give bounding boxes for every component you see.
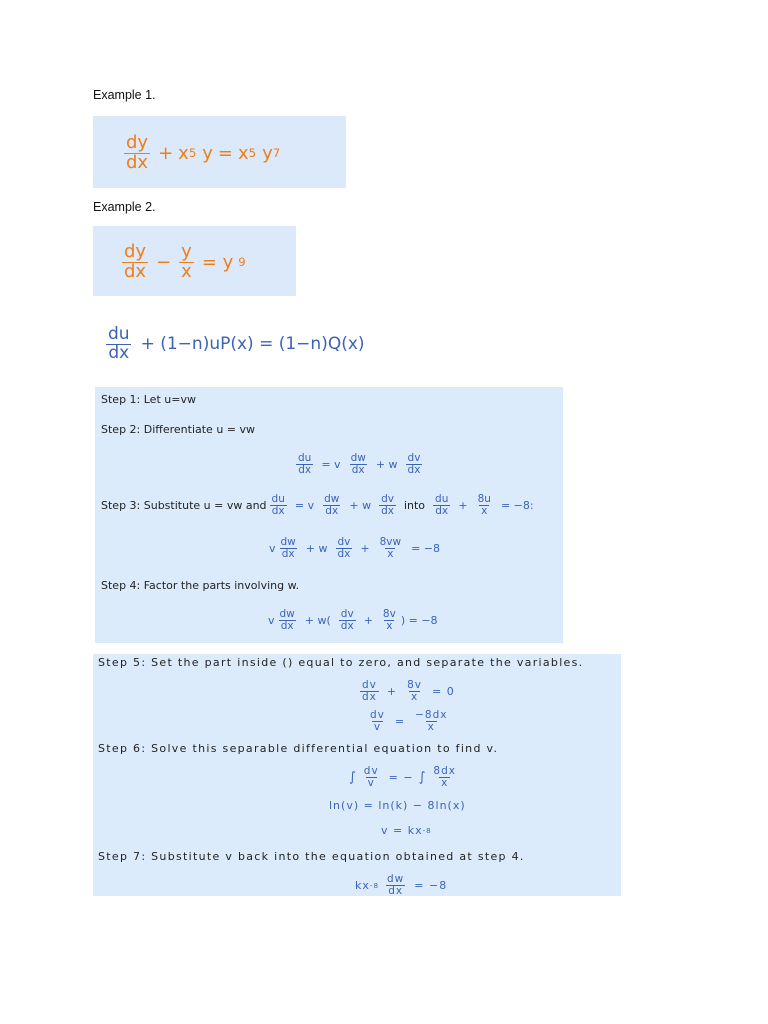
step-7: Step 7: Substitute v back into the equation obtained at step 4.: [98, 850, 525, 863]
step-5-equation-2: $\frac{dv}{v}$ = $\frac{-8dx}{x}$: [370, 709, 448, 734]
example-2-equation: $\frac{dy}{dx}$ − $\frac{y}{x}$ = y 9: [124, 241, 246, 282]
steps-1-4-box: [95, 387, 563, 643]
step-4: Step 4: Factor the parts involving w.: [101, 579, 300, 592]
y-over-x-fraction: $\frac{y}{x}$: [181, 241, 192, 282]
step-1: Step 1: Let u=vw: [101, 393, 196, 406]
step-3-result: v $\frac{dw}{dx}$ + w $\frac{dv}{dx}$ + $\frac{8vw}{x}$ = −8: [269, 536, 441, 561]
example-2-equation-box: [93, 226, 296, 296]
example-1-equation: $\frac{dy}{dx}$ + x 5 y = x 5 y 7: [126, 132, 281, 173]
step-4-equation: v $\frac{dw}{dx}$ + w( $\frac{dv}{dx}$ + $\frac{8v}{x}$ ) = −8: [268, 608, 438, 633]
example-1-equation-box: [93, 116, 346, 188]
step-2-equation: $\frac{du}{dx}$ = v $\frac{dw}{dx}$ + w $\frac{dv}{dx}$: [298, 452, 421, 477]
step-5: Step 5: Set the part inside () equal to zero, and separate the variables.: [98, 656, 584, 669]
step-2: Step 2: Differentiate u = vw: [101, 423, 256, 436]
dy-dx-fraction: $\frac{dy}{dx}$: [124, 241, 147, 282]
step-5-equation-1: $\frac{dv}{dx}$ + $\frac{8v}{x}$ = 0: [362, 679, 455, 704]
steps-5-7-box: [93, 654, 621, 896]
step-6: Step 6: Solve this separable differential equation to find v.: [98, 742, 499, 755]
step-3: Step 3: Substitute u = vw and $\frac{du}{dx}$ = v $\frac{dw}{dx}$ + w $\frac{dv}{dx}$ into $\frac{du}{dx}$ + $\frac{8u}{x}$ = −8:: [101, 493, 534, 518]
bernoulli-general-form: $\frac{du}{dx}$ + (1−n)uP(x) = (1−n)Q(x): [108, 324, 365, 363]
step-7-equation: kx -8 $\frac{dw}{dx}$ = −8: [355, 873, 448, 898]
step-6-equation-2: ln(v) = ln(k) − 8ln(x): [329, 799, 466, 812]
dy-dx-fraction: $\frac{dy}{dx}$: [126, 132, 149, 173]
heading-example-2: Example 2.: [93, 200, 156, 214]
heading-example-1: Example 1.: [93, 88, 156, 102]
step-6-equation-1: ∫ $\frac{dv}{v}$ = − ∫ $\frac{8dx}{x}$: [349, 765, 456, 790]
step-6-equation-3: v = kx -8: [381, 824, 432, 837]
